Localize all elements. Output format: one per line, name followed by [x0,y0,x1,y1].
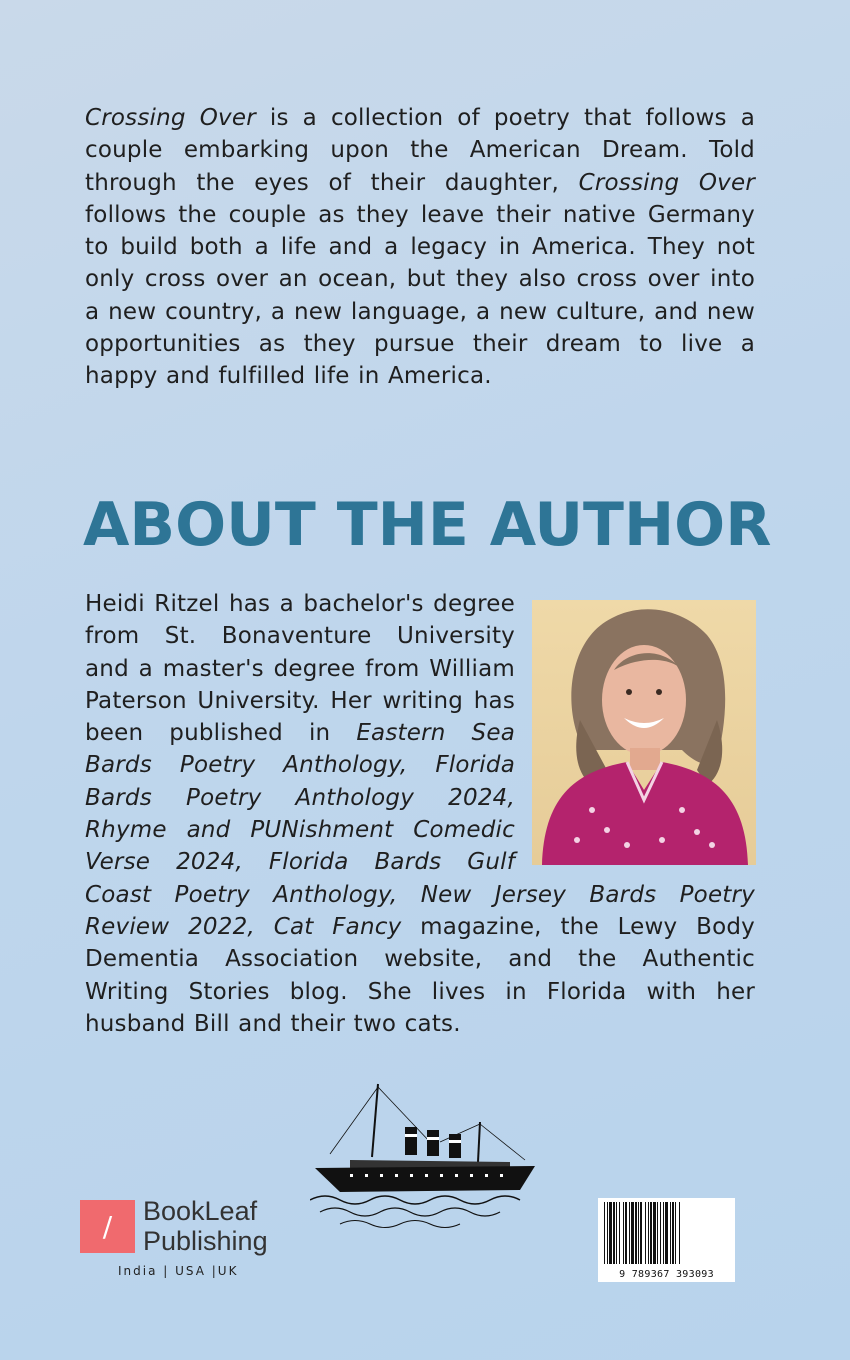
publisher-logo [80,1198,300,1283]
barcode-bars [598,1198,735,1268]
publisher-name-line1: BookLeaf [143,1196,258,1226]
blurb-text-1: is a collection of poetry that follows a couple embarking upon the American Dream. Told through the eyes of their daughter, [85,105,756,196]
isbn-barcode [598,1198,735,1282]
ship-illustration [310,1082,540,1232]
bio-text-1: Heidi Ritzel has a bachelor's degree from St. Bonaventure University and a master's degree from William Paterson University. Her writing has been published in [85,591,515,747]
publisher-name-line2: Publishing [143,1226,268,1256]
publisher-name [143,1196,268,1256]
book-title-italic: Crossing Over [85,105,256,131]
book-blurb [85,102,755,393]
about-the-author-heading: ABOUT THE AUTHOR [83,490,772,560]
bio-publications-italic: Eastern Sea Bards Poetry Anthology, Florida Bards Poetry Anthology 2024, Rhyme and PUNishment Comedic Verse 2024, Florida Bards Gulf Coast Poetry Anthology, New Jersey Bards Poetry Review 2022, Cat Fancy [85,720,755,940]
publisher-logo-mark: / [80,1200,135,1253]
book-title-italic-2: Crossing Over [578,169,755,196]
bio-text-2: magazine, the Lewy Body Dementia Association website, and the Authentic Writing Stories blog. She lives in Florida with her husband Bill and their two cats. [85,913,755,1037]
author-photo [532,600,756,865]
publisher-regions: India | USA |UK [118,1264,239,1278]
blurb-text-2: follows the couple as they leave their native Germany to build both a life and a legacy in America. They not only cross over an ocean, but they also cross over into a new country, a new language, a new culture, and new opportunities as they pursue their dream to live a happy and fulfilled life in America. [85,201,755,390]
isbn-number: 9 789367 393093 [619,1269,714,1280]
